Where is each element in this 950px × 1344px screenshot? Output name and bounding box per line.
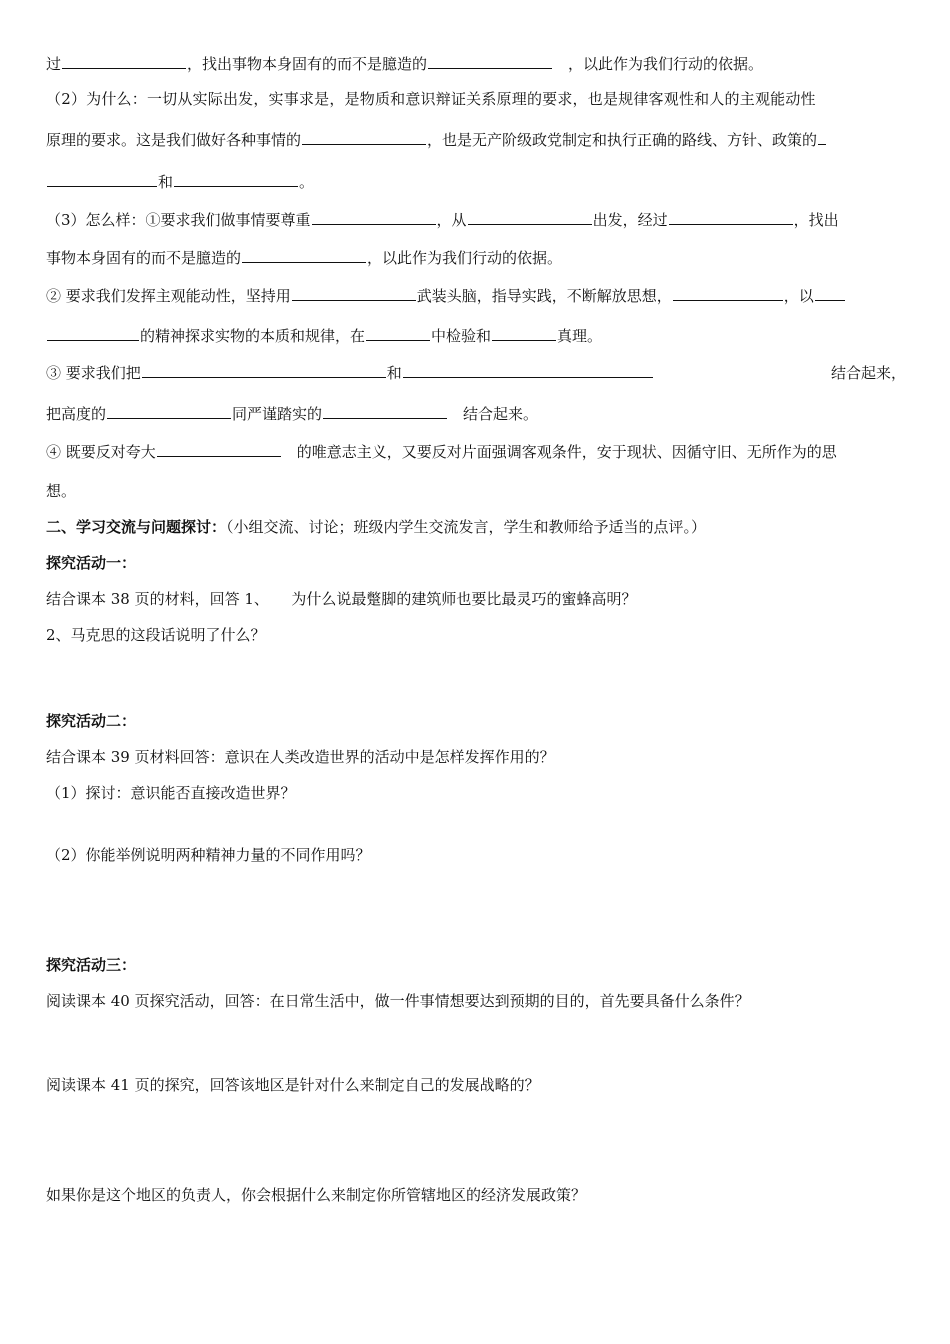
fill-blank[interactable] <box>142 361 386 378</box>
text-segment: 同严谨踏实的 <box>232 405 323 423</box>
text-segment: 真理。 <box>557 327 603 345</box>
text-segment: ，找出 <box>793 211 839 229</box>
fill-blank[interactable] <box>669 208 793 225</box>
activity-3-question-1: 阅读课本 40 页探究活动，回答：在日常生活中，做一件事情想要达到预期的目的，首先要具备什么条件？ <box>46 992 750 1010</box>
section-title: 二、学习交流与问题探讨： <box>46 518 227 536</box>
fill-blank[interactable] <box>468 208 592 225</box>
fill-blank[interactable] <box>302 128 426 145</box>
text-line-12: 想。 <box>46 482 77 500</box>
text-segment: 原理的要求。这是我们做好各种事情的 <box>46 131 302 149</box>
fill-blank[interactable] <box>107 402 231 419</box>
fill-blank[interactable] <box>818 128 826 145</box>
activity-3-question-2: 阅读课本 41 页的探究，回答该地区是针对什么来制定自己的发展战略的？ <box>46 1076 540 1094</box>
text-segment: 过 <box>46 55 62 73</box>
text-segment: 结合起来， <box>830 364 906 382</box>
text-line-4 <box>46 170 906 192</box>
text-segment: ③ 要求我们把 <box>46 364 141 382</box>
text-segment: ，也是无产阶级政党制定和执行正确的路线、方针、政策的 <box>427 131 818 149</box>
activity-2-intro: 结合课本 39 页材料回答：意识在人类改造世界的活动中是怎样发挥作用的？ <box>46 748 555 766</box>
activity-1-question-1: 结合课本 38 页的材料，回答 1、 为什么说最蹩脚的建筑师也要比最灵巧的蜜蜂高明？ <box>46 590 637 608</box>
text-segment: 出发，经过 <box>592 211 668 229</box>
fill-blank[interactable] <box>47 324 139 341</box>
activity-1-question-2: 2、马克思的这段话说明了什么？ <box>46 626 266 644</box>
section-note: （小组交流、讨论；班级内学生交流发言，学生和教师给予适当的点评。） <box>226 518 707 536</box>
activity-3-heading: 探究活动三： <box>46 956 137 974</box>
fill-blank[interactable] <box>492 324 556 341</box>
fill-blank[interactable] <box>312 208 436 225</box>
fill-blank[interactable] <box>157 440 281 457</box>
text-segment: ，以此作为我们行动的依据。 <box>367 249 563 267</box>
text-segment: ，找出事物本身固有的而不是臆造的 <box>187 55 428 73</box>
text-line-2: （2）为什么：一切从实际出发，实事求是，是物质和意识辩证关系原理的要求，也是规律客观性和人的主观能动性 <box>46 90 816 108</box>
fill-blank[interactable] <box>815 284 845 301</box>
fill-blank[interactable] <box>323 402 447 419</box>
text-line-9 <box>46 362 906 384</box>
text-segment: ④ 既要反对夸大 <box>46 443 156 461</box>
text-line-10 <box>46 402 906 424</box>
activity-3-question-3: 如果你是这个地区的负责人，你会根据什么来制定你所管辖地区的经济发展政策？ <box>46 1186 587 1204</box>
text-segment: 和 <box>386 364 402 382</box>
fill-blank[interactable] <box>366 324 430 341</box>
fill-blank[interactable] <box>673 284 783 301</box>
text-line-7 <box>46 284 906 306</box>
fill-blank[interactable] <box>292 284 416 301</box>
fill-blank[interactable] <box>47 170 157 187</box>
text-line-6 <box>46 246 906 268</box>
fill-blank[interactable] <box>62 52 186 69</box>
activity-2-question-1: （1）探讨：意识能否直接改造世界？ <box>46 784 296 802</box>
text-segment: 。 <box>299 173 315 191</box>
text-segment: ，从 <box>436 211 467 229</box>
text-segment: 武装头脑，指导实践，不断解放思想， <box>416 287 672 305</box>
text-line-3 <box>46 128 906 150</box>
text-segment: ，以此作为我们行动的依据。 <box>568 55 764 73</box>
fill-blank[interactable] <box>242 246 366 263</box>
text-segment: ，以 <box>783 287 814 305</box>
text-line-5 <box>46 208 906 230</box>
text-line-1 <box>46 52 906 74</box>
activity-2-heading: 探究活动二： <box>46 712 137 730</box>
text-segment: 的唯意志主义，又要反对片面强调客观条件，安于现状、因循守旧、无所作为的思 <box>296 443 837 461</box>
text-line-8 <box>46 324 906 346</box>
section-heading-2 <box>46 516 906 538</box>
text-segment: 把高度的 <box>46 405 107 423</box>
activity-2-question-2: （2）你能举例说明两种精神力量的不同作用吗？ <box>46 846 371 864</box>
text-segment: 结合起来。 <box>463 405 539 423</box>
fill-blank[interactable] <box>428 52 552 69</box>
text-segment: 中检验和 <box>431 327 492 345</box>
fill-blank[interactable] <box>403 361 653 378</box>
text-segment: 的精神探求实物的本质和规律，在 <box>140 327 366 345</box>
text-segment: 事物本身固有的而不是臆造的 <box>46 249 242 267</box>
text-segment: 和 <box>158 173 174 191</box>
text-segment: （3）怎么样：①要求我们做事情要尊重 <box>46 211 311 229</box>
text-segment: ② 要求我们发挥主观能动性，坚持用 <box>46 287 291 305</box>
activity-1-heading: 探究活动一： <box>46 554 137 572</box>
fill-blank[interactable] <box>174 170 298 187</box>
text-line-11 <box>46 440 906 462</box>
